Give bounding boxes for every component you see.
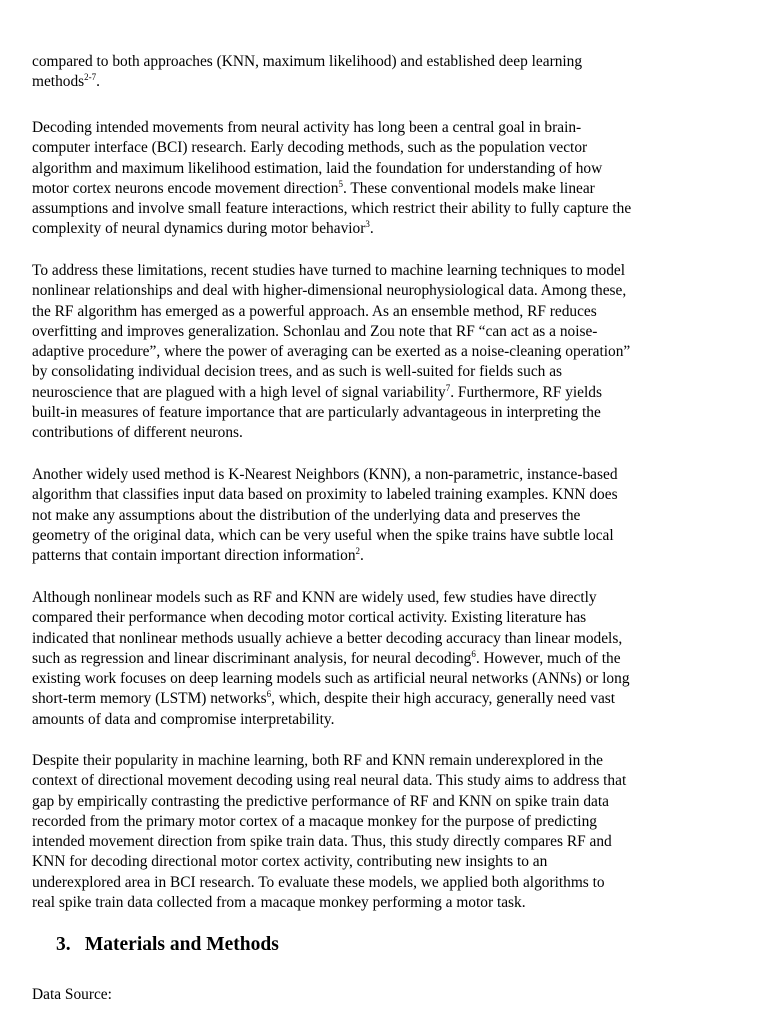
text-run: indicated that nonlinear methods usually achieve a better decoding accuracy than linear models, — [32, 629, 623, 647]
text-line — [32, 219, 738, 239]
text-run: context of directional movement decoding using real neural data. This study aims to address that — [32, 772, 627, 790]
text-run: Despite their popularity in machine learning, both RF and KNN remain underexplored in the — [32, 752, 604, 769]
text-run: intended movement direction from spike train data. Thus, this study directly compares RF and — [32, 833, 612, 851]
text-line — [32, 159, 738, 179]
text-line — [32, 138, 738, 158]
text-run: assumptions and involve small feature interactions, which restrict their ability to fully capture the — [32, 200, 632, 218]
text-run: Although nonlinear models such as RF and KNN are widely used, few studies have directly — [32, 589, 597, 606]
text-run: existing work focuses on deep learning models such as artificial neural networks (ANNs) or long — [32, 670, 630, 688]
body-paragraph — [32, 52, 738, 93]
text-line — [32, 649, 738, 669]
body-paragraph — [32, 751, 738, 913]
text-run: nonlinear relationships and deal with higher-dimensional neurophysiological data. Among these, — [32, 282, 627, 300]
text-line — [32, 689, 738, 709]
text-line — [32, 771, 738, 791]
body-paragraph — [32, 118, 738, 240]
text-line — [32, 792, 738, 812]
text-run: To address these limitations, recent studies have turned to machine learning techniques to model — [32, 262, 626, 279]
section-title: Materials and Methods — [84, 934, 279, 955]
body-paragraph — [32, 588, 738, 730]
citation-superscript: 6 — [471, 648, 476, 659]
text-line — [32, 362, 738, 382]
text-line — [32, 588, 738, 608]
text-run: not make any assumptions about the distribution of the underlying data and preserves the — [32, 506, 581, 524]
text-line — [32, 873, 738, 893]
text-line — [32, 485, 738, 505]
text-run: built-in measures of feature importance that are particularly advantageous in interpreting the — [32, 404, 601, 422]
text-run: overfitting and improves generalization. Schonlau and Zou note that RF “can act as a noise- — [32, 322, 598, 340]
text-line — [32, 302, 738, 322]
citation-superscript: 2-7 — [84, 72, 97, 83]
text-line — [32, 403, 738, 423]
data-source-label: Data Source: — [32, 986, 112, 1003]
text-line — [32, 281, 738, 301]
text-run: algorithm and maximum likelihood estimation, laid the foundation for understanding of how — [32, 159, 603, 177]
text-line — [32, 383, 738, 403]
section-number: 3. — [56, 934, 71, 955]
text-run: KNN for decoding directional motor cortex activity, contributing new insights to an — [32, 853, 548, 871]
text-line — [32, 465, 738, 485]
text-line — [32, 342, 738, 362]
text-run: patterns that contain important direction information — [32, 547, 356, 565]
text-line — [32, 118, 738, 138]
text-run: , which, despite their high accuracy, generally need vast — [271, 690, 616, 708]
text-run: . However, much of the — [475, 649, 621, 667]
text-run: adaptive procedure”, where the power of averaging can be exerted as a noise-cleaning operation” — [32, 343, 631, 361]
text-line — [32, 506, 738, 526]
text-line — [32, 546, 738, 566]
text-run: the RF algorithm has emerged as a powerful approach. As an ensemble method, RF reduces — [32, 302, 597, 320]
text-run: geometry of the original data, which can be very useful when the spike trains have subtle local — [32, 526, 614, 544]
text-line — [32, 812, 738, 832]
text-run: compared their performance when decoding motor cortical activity. Existing literature has — [32, 609, 587, 627]
citation-superscript: 2 — [355, 546, 361, 557]
text-line — [32, 199, 738, 219]
text-run: gap by empirically contrasting the predictive performance of RF and KNN on spike train data — [32, 792, 609, 810]
text-line — [32, 52, 738, 72]
text-line — [32, 832, 738, 852]
text-line — [32, 608, 738, 628]
text-run: Another widely used method is K-Nearest Neighbors (KNN), a non-parametric, instance-based — [32, 466, 618, 483]
citation-superscript: 6 — [266, 689, 272, 700]
text-line — [32, 893, 738, 913]
section-heading — [56, 933, 279, 957]
citation-superscript: 7 — [445, 382, 451, 393]
text-line — [32, 751, 738, 771]
text-run: . — [360, 547, 364, 565]
text-run: Decoding intended movements from neural activity has long been a central goal in brain- — [32, 119, 582, 136]
text-run: real spike train data collected from a macaque monkey performing a motor task. — [32, 894, 526, 912]
text-run: algorithm that classifies input data based on proximity to labeled training examples. KNN does — [32, 486, 618, 504]
text-run: motor cortex neurons encode movement direction — [32, 179, 339, 197]
text-run: compared to both approaches (KNN, maximum likelihood) and established deep learning — [32, 53, 583, 70]
body-paragraph — [32, 261, 738, 444]
text-run: amounts of data and compromise interpretability. — [32, 710, 335, 728]
text-run: computer interface (BCI) research. Early decoding methods, such as the population vector — [32, 139, 588, 157]
text-line — [32, 72, 738, 92]
text-run: complexity of neural dynamics during motor behavior — [32, 220, 366, 238]
text-run: contributions of different neurons. — [32, 424, 243, 442]
text-run: . Furthermore, RF yields — [450, 383, 602, 401]
text-run: neuroscience that are plagued with a high level of signal variability — [32, 383, 446, 401]
text-line — [32, 261, 738, 281]
text-run: short-term memory (LSTM) networks — [32, 690, 267, 708]
text-line — [32, 423, 738, 443]
text-run: . These conventional models make linear — [342, 179, 595, 197]
text-run: by consolidating individual decision trees, and as such is well-suited for fields such as — [32, 363, 563, 381]
text-line — [32, 852, 738, 872]
text-line — [32, 629, 738, 649]
text-line — [32, 179, 738, 199]
text-line — [32, 710, 738, 730]
text-run: . — [369, 220, 374, 238]
text-run: underexplored area in BCI research. To evaluate these models, we applied both algorithms to — [32, 873, 605, 891]
text-run: such as regression and linear discriminant analysis, for neural decoding — [32, 649, 472, 667]
text-run: . — [96, 73, 101, 91]
citation-superscript: 5 — [338, 178, 343, 189]
text-line — [32, 322, 738, 342]
text-line — [32, 669, 738, 689]
body-paragraph — [32, 465, 738, 566]
text-run: recorded from the primary motor cortex of a macaque monkey for the purpose of predicting — [32, 812, 597, 830]
text-line — [32, 526, 738, 546]
text-run: methods — [32, 73, 85, 91]
citation-superscript: 3 — [365, 219, 370, 230]
